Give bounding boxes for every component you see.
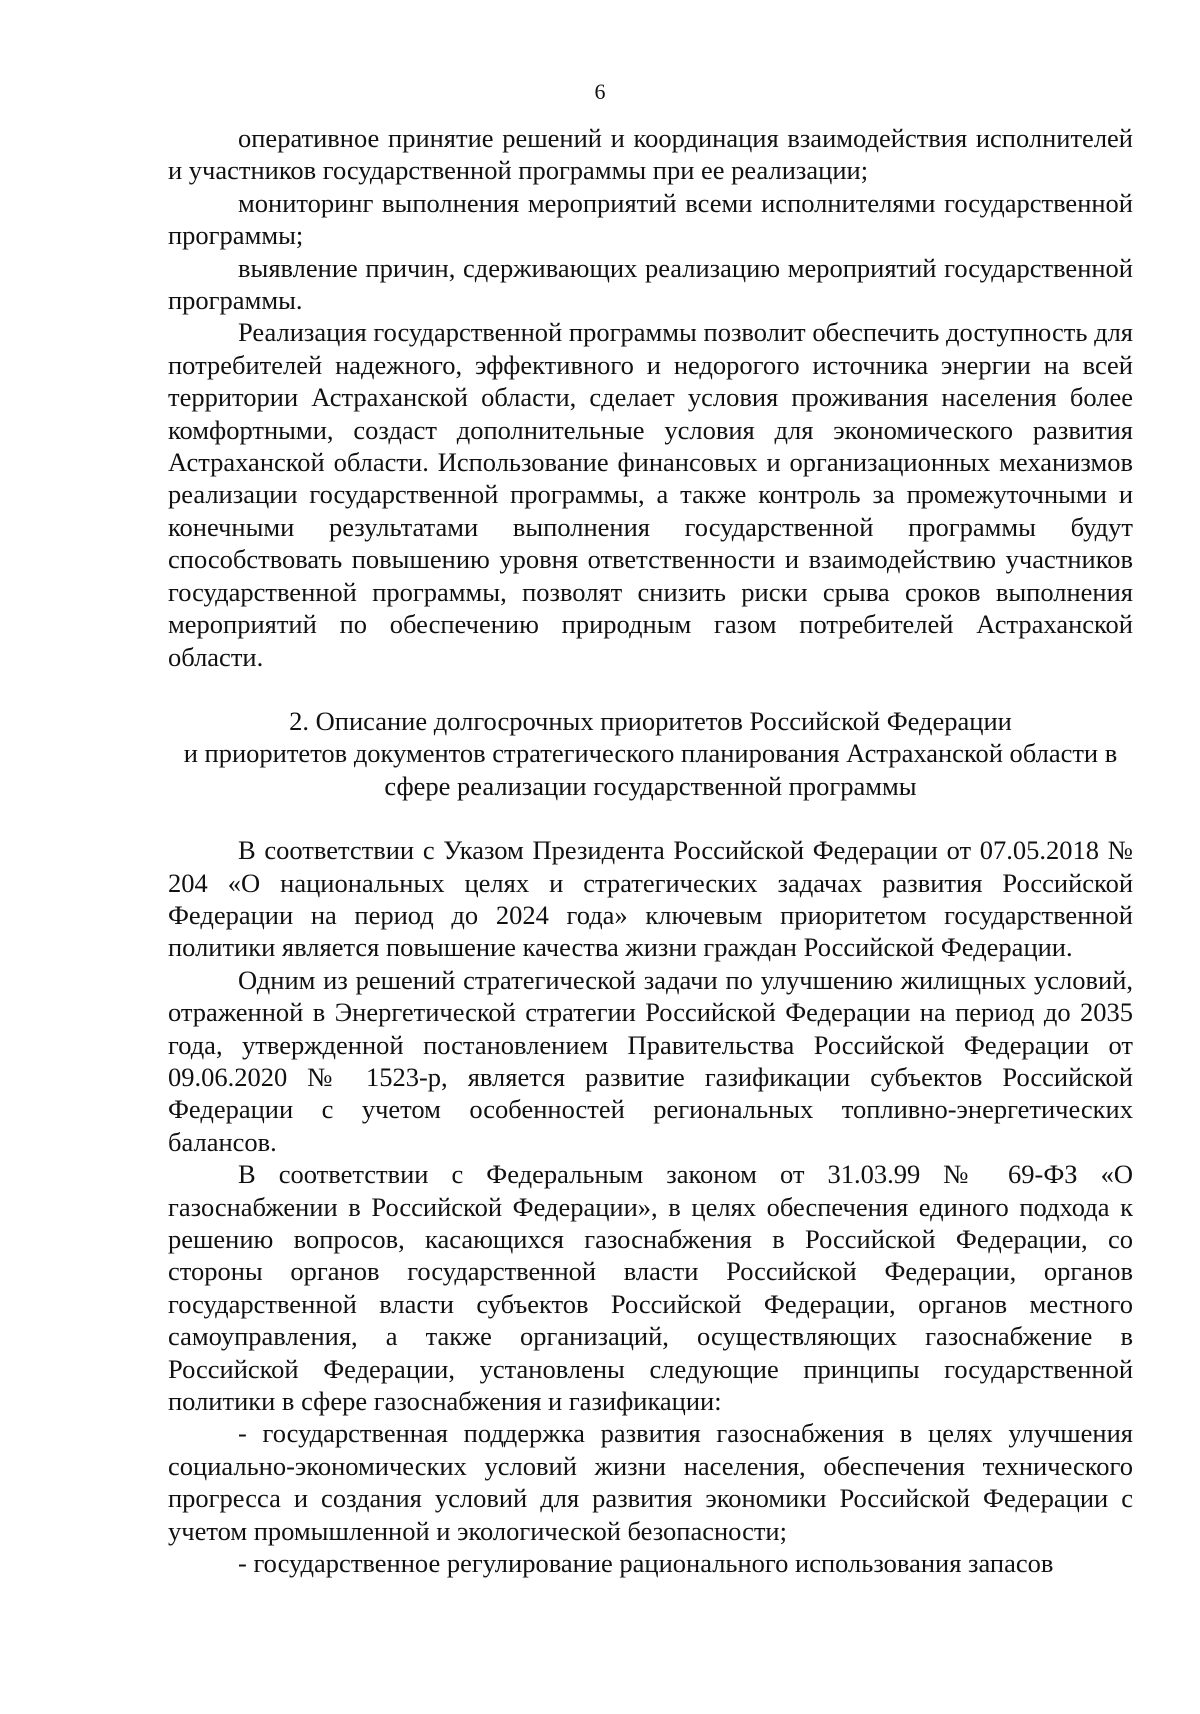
paragraph-energy-strategy: Одним из решений стратегической задачи по улучшению жилищных условий, отраженной в Энергетической стратегии Российской Федерации на период до 2035 года, утвержденной постановлением Правительства Российской Федерации от 09.06.2020 № 1523-р, является развитие газификации субъектов Российской Федерации с учетом особенностей региональных топливно-энергетических балансов. <box>168 964 1133 1157</box>
section-heading <box>168 705 1133 802</box>
paragraph-monitoring: мониторинг выполнения мероприятий всеми исполнителями государственной программы; <box>168 187 1133 251</box>
section-heading-line-1: 2. Описание долгосрочных приоритетов Российской Федерации <box>289 705 1012 736</box>
paragraph-state-support: - государственная поддержка развития газоснабжения в целях улучшения социально-экономических условий жизни населения, обеспечения технического прогресса и создания условий для развития экономики Российской Федерации с учетом промышленной и экологической безопасности; <box>168 1418 1133 1546</box>
paragraph-coordination: оперативное принятие решений и координация взаимодействия исполнителей и участников государственной программы при ее реализации; <box>168 123 1133 186</box>
paragraph-causes: выявление причин, сдерживающих реализацию мероприятий государственной программы. <box>168 252 1133 316</box>
paragraph-state-regulation: - государственное регулирование рационального использования запасов <box>238 1548 1054 1579</box>
paragraph-presidential-decree: В соответствии с Указом Президента Российской Федерации от 07.05.2018 № 204 «О национальных целях и стратегических задачах развития Российской Федерации на период до 2024 года» ключевым приоритетом государственной политики является повышение качества жизни граждан Российской Федерации. <box>168 835 1133 963</box>
paragraph-federal-law: В соответствии с Федеральным законом от 31.03.99 № 69-ФЗ «О газоснабжении в Российской Федерации», в целях обеспечения единого подхода к решению вопросов, касающихся газоснабжения в Российской Федерации, со стороны органов государственной власти Российской Федерации, органов государственной власти субъектов Российской Федерации, органов местного самоуправления, а также организаций, осуществляющих газоснабжение в Российской Федерации, установлены следующие принципы государственной политики в сфере газоснабжения и газификации: <box>168 1159 1133 1417</box>
page-number: 6 <box>594 79 606 104</box>
section-heading-line-2: и приоритетов документов стратегического планирования Астраханской области в сфере реализации государственной программы <box>183 738 1118 801</box>
paragraph-program-implementation: Реализация государственной программы позволит обеспечить доступность для потребителей надежного, эффективного и недорогого источника энергии на всей территории Астраханской области, сделает условия проживания населения более комфортными, создаст дополнительные условия для экономического развития Астраханской области. Использование финансовых и организационных механизмов реализации государственной программы, а также контроль за промежуточными и конечными результатами выполнения государственной программы будут способствовать повышению уровня ответственности и взаимодействию участников государственной программы, позволят снизить риски срыва сроков выполнения мероприятий по обеспечению природным газом потребителей Астраханской области. <box>168 317 1133 672</box>
document-body <box>168 122 1133 1579</box>
